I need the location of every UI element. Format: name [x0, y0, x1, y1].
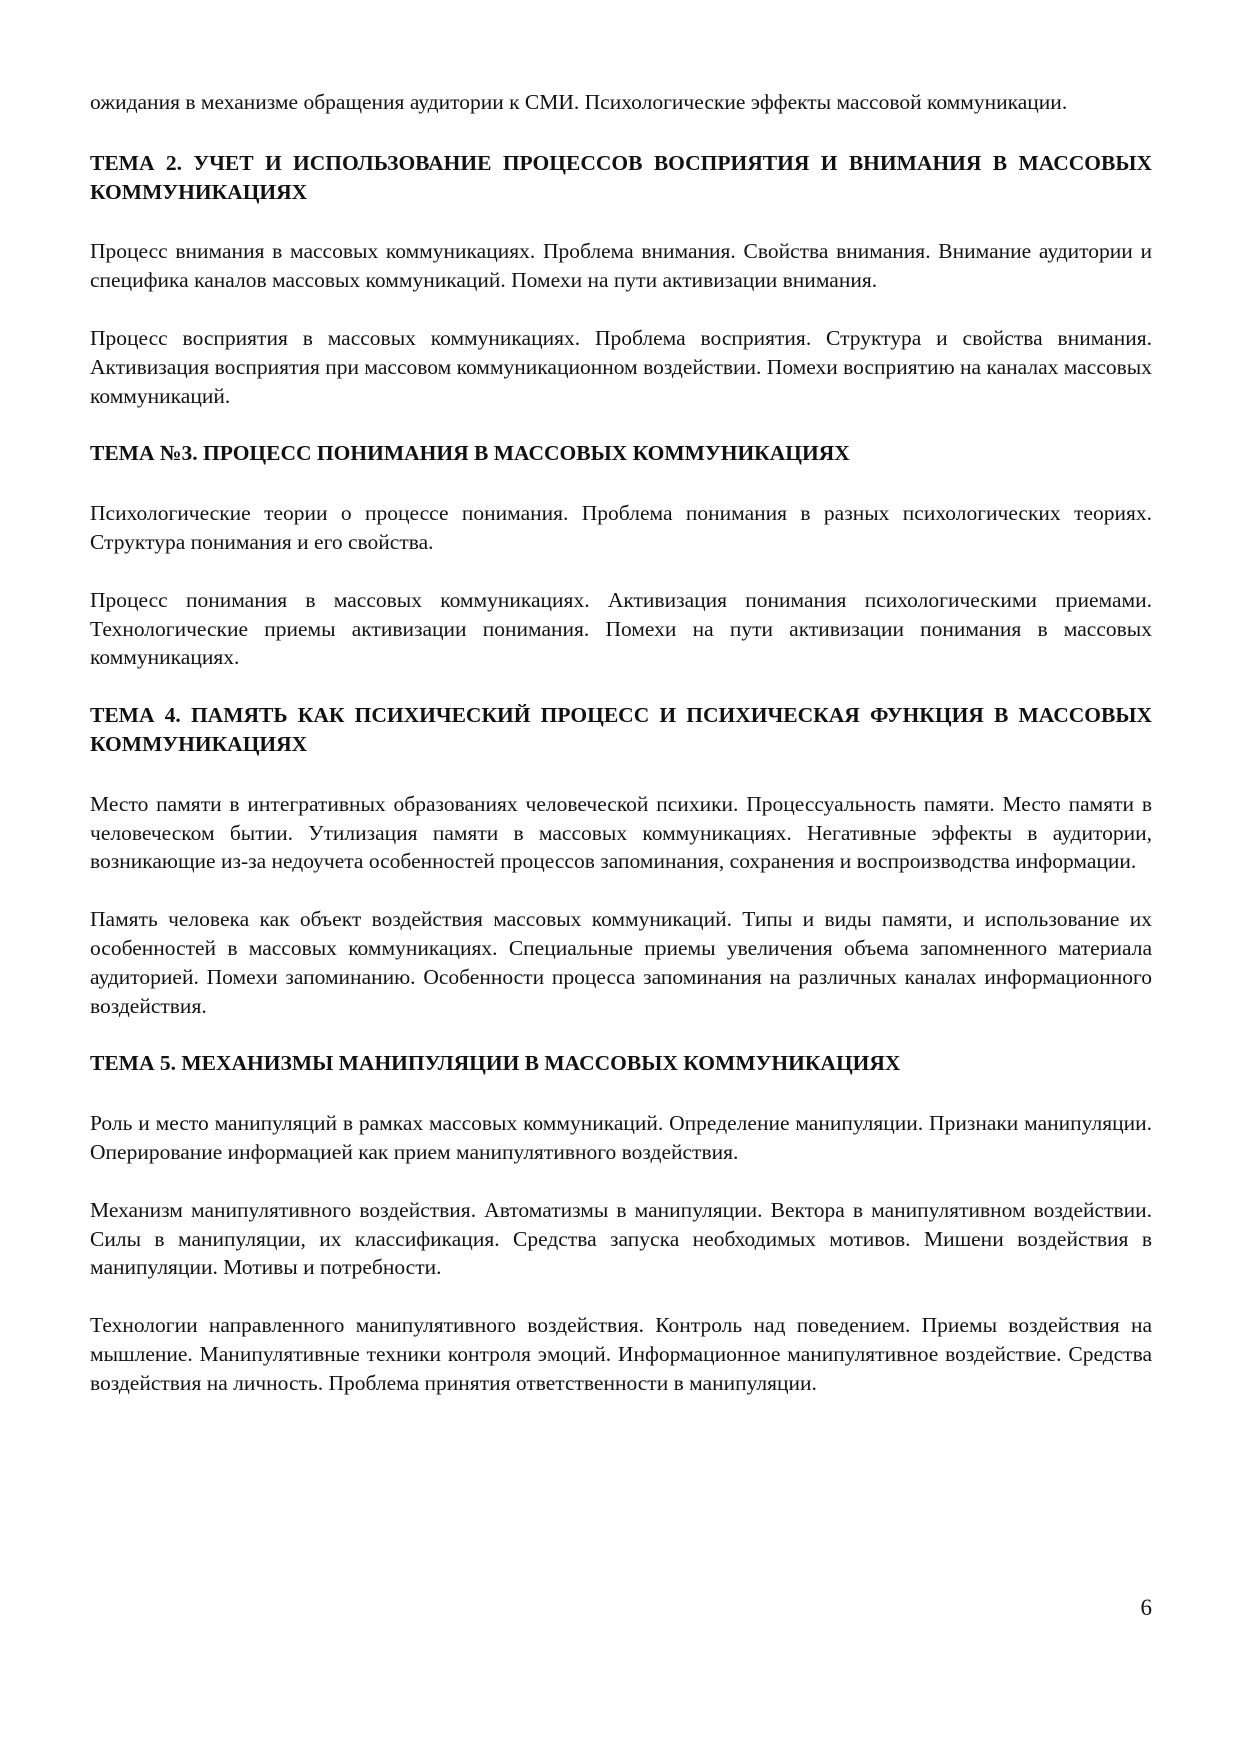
section-heading-theme-4: ТЕМА 4. ПАМЯТЬ КАК ПСИХИЧЕСКИЙ ПРОЦЕСС И ПСИХИЧЕСКАЯ ФУНКЦИЯ В МАССОВЫХ КОММУНИКАЦИЯХ — [90, 703, 1152, 756]
paragraph-perception: Процесс восприятия в массовых коммуникациях. Проблема восприятия. Структура и свойства внимания. Активизация восприятия при массовом коммуникационном воздействии. Помехи восприятию на каналах массовых коммуникаций. — [90, 325, 1152, 408]
section-heading-theme-3: ТЕМА №3. ПРОЦЕСС ПОНИМАНИЯ В МАССОВЫХ КОММУНИКАЦИЯХ — [90, 441, 850, 466]
page-number: 6 — [1140, 1595, 1152, 1620]
section-heading-theme-2: ТЕМА 2. УЧЕТ И ИСПОЛЬЗОВАНИЕ ПРОЦЕССОВ ВОСПРИЯТИЯ И ВНИМАНИЯ В МАССОВЫХ КОММУНИКАЦИЯХ — [90, 150, 1152, 204]
paragraph-manipulation-role: Роль и место манипуляций в рамках массовых коммуникаций. Определение манипуляции. Признаки манипуляции. Оперирование информацией как прием манипулятивного воздействия. — [90, 1111, 1152, 1164]
section-heading-theme-5: ТЕМА 5. МЕХАНИЗМЫ МАНИПУЛЯЦИИ В МАССОВЫХ КОММУНИКАЦИЯХ — [90, 1051, 901, 1076]
paragraph-understanding-theories: Психологические теории о процессе понимания. Проблема понимания в разных психологических теориях. Структура понимания и его свойства. — [90, 501, 1152, 554]
paragraph-manipulation-mechanism: Механизм манипулятивного воздействия. Автоматизмы в манипуляции. Вектора в манипулятивном воздействии. Силы в манипуляции, их классификация. Средства запуска необходимых мотивов. Мишени воздействия в манипуляции. Мотивы и потребности. — [90, 1197, 1152, 1280]
paragraph-manipulation-technologies: Технологии направленного манипулятивного воздействия. Контроль над поведением. Приемы воздействия на мышление. Манипулятивные техники контроля эмоций. Информационное манипулятивное воздействие. Средства воздействия на личность. Проблема принятия ответственности в манипуляции. — [90, 1313, 1152, 1395]
paragraph-attention: Процесс внимания в массовых коммуникациях. Проблема внимания. Свойства внимания. Внимание аудитории и специфика каналов массовых коммуникаций. Помехи на пути активизации внимания. — [90, 239, 1152, 293]
paragraph-continuation: ожидания в механизме обращения аудитории к СМИ. Психологические эффекты массовой коммуникации. — [90, 90, 1068, 114]
document-body — [90, 88, 1152, 1427]
paragraph-memory-place: Место памяти в интегративных образованиях человеческой психики. Процессуальность памяти. Место памяти в человеческом бытии. Утилизация памяти в массовых коммуникациях. Негативные эффекты в аудитории, возникающие из-за недоучета особенностей процессов запоминания, сохранения и воспроизводства информации. — [90, 791, 1152, 874]
paragraph-memory-object: Память человека как объект воздействия массовых коммуникаций. Типы и виды памяти, и использование их особенностей в массовых коммуникациях. Специальные приемы увеличения объема запомненного материала аудиторией. Помехи запоминанию. Особенности процесса запоминания на различных каналах информационного воздействия. — [90, 907, 1152, 1018]
paragraph-understanding-process: Процесс понимания в массовых коммуникациях. Активизация понимания психологическими приемами. Технологические приемы активизации понимания. Помехи на пути активизации понимания в массовых коммуникациях. — [90, 587, 1152, 670]
